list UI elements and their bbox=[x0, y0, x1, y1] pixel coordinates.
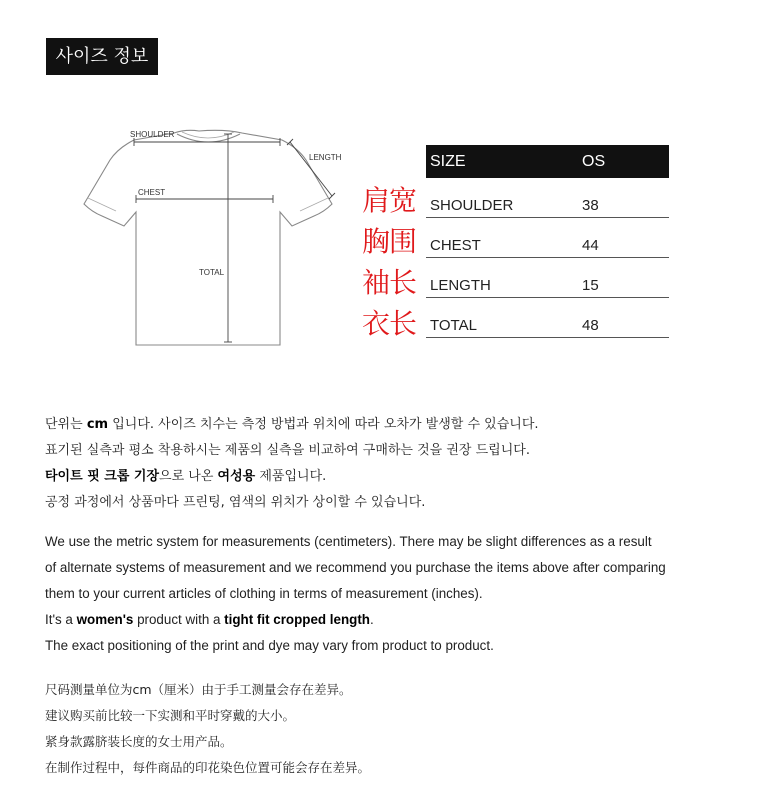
ko-line-3 bbox=[45, 464, 539, 490]
row-value: 44 bbox=[582, 237, 599, 254]
row-label: LENGTH bbox=[430, 277, 491, 294]
header-os: OS bbox=[582, 152, 606, 170]
diagram-label-shoulder: SHOULDER bbox=[130, 130, 175, 139]
gender-highlight: women's bbox=[76, 612, 134, 627]
cn-label-shoulder: 肩宽 bbox=[362, 184, 417, 217]
size-table bbox=[426, 145, 669, 338]
row-value: 48 bbox=[582, 317, 599, 334]
header-size: SIZE bbox=[430, 152, 466, 170]
en-line-2: of alternate systems of measurement and we recommend you purchase the items above after comparing bbox=[45, 560, 666, 575]
table-row bbox=[426, 258, 669, 298]
cn-label-total: 衣长 bbox=[362, 307, 417, 340]
text: 입니다. 사이즈 치수는 측정 방법과 위치에 따라 오차가 발생할 수 있습니다. bbox=[108, 417, 539, 432]
row-label: CHEST bbox=[430, 237, 481, 254]
tshirt-outline bbox=[74, 120, 354, 350]
text: 단위는 bbox=[45, 417, 87, 432]
cn-label-length: 袖长 bbox=[362, 266, 417, 299]
fit-highlight: 타이트 핏 크롭 기장 bbox=[45, 469, 160, 484]
ko-line-4: 공정 과정에서 상품마다 프린팅, 염색의 위치가 상이할 수 있습니다. bbox=[45, 495, 426, 510]
ko-line-1 bbox=[45, 412, 539, 438]
diagram-label-total: TOTAL bbox=[199, 268, 225, 277]
fit-highlight: tight fit cropped length bbox=[224, 612, 370, 627]
text: 으로 나온 bbox=[159, 469, 218, 484]
chinese-measure-labels bbox=[362, 180, 432, 344]
korean-notes bbox=[45, 412, 539, 516]
row-value: 38 bbox=[582, 197, 599, 214]
ko-line-2: 표기된 실측과 평소 착용하시는 제품의 실측을 비교하여 구매하는 것을 권장 드립니다. bbox=[45, 443, 530, 458]
diagram-label-chest: CHEST bbox=[138, 188, 166, 197]
zh-line-2: 建议购买前比较一下实测和平时穿戴的大小。 bbox=[45, 708, 296, 723]
zh-line-3: 紧身款露脐装长度的女士用产品。 bbox=[45, 734, 233, 749]
text: product with a bbox=[133, 612, 225, 627]
en-line-3: them to your current articles of clothing in terms of measurement (inches). bbox=[45, 586, 483, 601]
table-row bbox=[426, 178, 669, 218]
row-label: TOTAL bbox=[430, 317, 477, 334]
page-title: 사이즈 정보 bbox=[46, 38, 158, 75]
zh-line-4: 在制作过程中，每件商品的印花染色位置可能会存在差异。 bbox=[45, 760, 371, 775]
diagram-label-length: LENGTH bbox=[309, 153, 342, 162]
en-line-1: We use the metric system for measurements (centimeters). There may be slight differences as a result bbox=[45, 534, 652, 549]
row-label: SHOULDER bbox=[430, 197, 514, 214]
row-value: 15 bbox=[582, 277, 599, 294]
english-notes bbox=[45, 529, 666, 659]
table-row bbox=[426, 218, 669, 258]
gender-highlight: 여성용 bbox=[217, 469, 256, 484]
tshirt-diagram bbox=[74, 120, 354, 350]
unit-highlight: cm bbox=[86, 417, 109, 432]
cn-label-chest: 胸围 bbox=[362, 225, 417, 258]
chinese-notes bbox=[45, 677, 370, 781]
en-line-5: The exact positioning of the print and dye may vary from product to product. bbox=[45, 638, 494, 653]
text: . bbox=[369, 612, 374, 627]
text: 제품입니다. bbox=[255, 469, 327, 484]
table-header bbox=[426, 145, 669, 178]
text: It's a bbox=[45, 612, 77, 627]
en-line-4 bbox=[45, 607, 666, 633]
table-row bbox=[426, 298, 669, 338]
zh-line-1: 尺码测量单位为cm（厘米）由于手工测量会存在差异。 bbox=[45, 682, 352, 697]
